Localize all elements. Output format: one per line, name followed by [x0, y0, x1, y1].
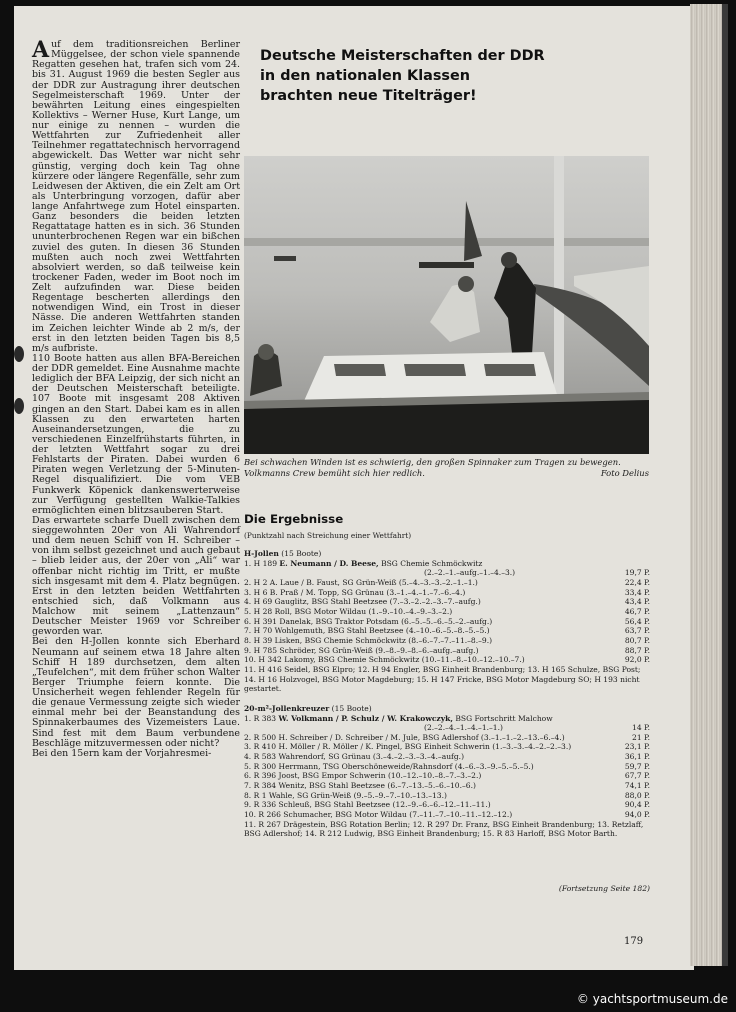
result-row: [244, 742, 650, 752]
rank: 5.: [244, 761, 252, 771]
result-row: [244, 646, 650, 656]
result-text: R 583 Wahrendorf, SG Grünau (3.–4.–2.–3.–3.–4.–aufg.): [253, 752, 465, 762]
points: 59,7 P.: [624, 761, 650, 771]
result-row-winner: [244, 714, 650, 733]
copyright-watermark: © yachtsportmuseum.de: [576, 992, 728, 1006]
result-text: H 785 Schröder, SG Grün-Weiß (9.–8.–9.–8.–6.–aufg.–aufg.): [253, 645, 479, 655]
result-row: [244, 762, 650, 772]
points: 14 P.: [632, 723, 650, 733]
rank: 10.: [244, 655, 257, 665]
result-text: H 70 Wohlgemuth, BSG Stahl Beetzsee (4.–10.–6.–5.–8.–5.–5.): [253, 626, 490, 636]
result-text: H 39 Lisken, BSG Chemie Schmöckwitz (8.–6.–7.–7.–11.–8.–9.): [253, 635, 493, 645]
rank: 9.: [244, 800, 252, 810]
sailboat-photo-illustration: [244, 156, 649, 454]
result-text: H 342 Lakomy, BSG Chemie Schmöckwitz (10.–11.–8.–10.–12.–10.–7.): [258, 655, 525, 665]
result-text: R 300 Herrmann, TSG Oberschöneweide/Rahnsdorf (4.–6.–3.–9.–5.–5.–5.): [253, 761, 534, 771]
result-text: H 69 Gauglitz, BSG Stahl Beetzsee (7.–3.–2.–2.–3.–7.–aufg.): [253, 597, 481, 607]
page-number: 179: [624, 936, 644, 947]
crew-names: E. Neumann / D. Beese,: [279, 558, 379, 568]
caption-text: Bei schwachen Winden ist es schwierig, den großen Spinnaker zum Tragen zu bewegen. Volkmanns Crew bemüht sich hier redlich.: [244, 457, 621, 478]
result-row: [244, 597, 650, 607]
sail-number: R 383: [253, 713, 277, 723]
rank: 1.: [244, 558, 252, 568]
points: 80,7 P.: [624, 635, 650, 645]
rank: 2.: [244, 732, 252, 742]
rank: 1.: [244, 713, 252, 723]
rank: 7.: [244, 626, 252, 636]
results-subtitle: (Punktzahl nach Streichung einer Wettfahrt): [244, 531, 412, 540]
drop-cap: A: [32, 37, 50, 63]
class-heading: [244, 704, 650, 714]
article-body: [32, 37, 240, 759]
result-row: [244, 626, 650, 636]
article-paragraph: Bei den H-Jollen konnte sich Eberhard Neumann auf seinem etwa 18 Jahre alten Schiff H 189 durchsetzen, dem alten „Teufelchen“, mit dem früher schon Walter Berger Triumphe feiern konnte. Die Unsicherheit wegen fehlender Regeln für die genaue Vermessung zeigte sich wieder einmal mehr bei der Beanstandung des Spinnakerbaumes des Vizemeisters Laue. Sind fest mit dem Baum verbundene Beschläge mitzuvermessen oder nicht?: [32, 636, 240, 749]
race-places: (2.–2.–1.–aufg.–1.–4.–3.): [424, 568, 516, 578]
result-remaining: 11. R 267 Drägestein, BSG Rotation Berlin; 12. R 297 Dr. Franz, BSG Einheit Brandenburg; 13. Retzlaff, BSG Adlershof; 14. R 212 Ludwig, BSG Einheit Brandenburg; 15. R 83 Harloff, BSG Motor Barth.: [244, 819, 644, 839]
rank: 8.: [244, 790, 252, 800]
photo-caption: [244, 457, 649, 478]
results-title: Die Ergebnisse: [244, 512, 344, 526]
result-row: [244, 781, 650, 791]
headline-line: in den nationalen Klassen: [260, 68, 470, 84]
result-row: [244, 733, 650, 743]
points: 43,4 P.: [624, 597, 650, 607]
book-page-edges: [690, 4, 722, 966]
result-text: H 28 Roll, BSG Motor Wildau (1.–9.–10.–4.–9.–3.–2.): [253, 606, 453, 616]
result-row: [244, 655, 650, 665]
article-paragraph: [32, 37, 240, 354]
class-name: 20-m²-Jollenkreuzer: [244, 703, 330, 713]
result-row-winner: [244, 559, 650, 578]
results-list: [244, 549, 650, 839]
rank: 3.: [244, 742, 252, 752]
points: 94,0 P.: [624, 810, 650, 820]
points: 46,7 P.: [624, 606, 650, 616]
result-text: R 384 Wenitz, BSG Stahl Beetzsee (6.–7.–13.–5.–6.–10.–6.): [253, 781, 476, 791]
headline-line: brachten neue Titelträger!: [260, 88, 477, 104]
result-row: [244, 791, 650, 801]
rank: 4.: [244, 752, 252, 762]
rank: 5.: [244, 606, 252, 616]
result-row: [244, 588, 650, 598]
article-paragraph: Das erwartete scharfe Duell zwischen dem sieggewohnten 20er von Ali Wahrendorf und dem neuen Schiff von H. Schreiber – von ihm selbst gezeichnet und auch gebaut – blieb leider aus, der 20er von „Ali“ war offenbar nicht richtig im Tritt, er mußte sich insgesamt mit dem 4. Platz begnügen. Erst in den letzten beiden Wettfahrten entschied sich, daß Volkmann aus Malchow mit seinem „Lattenzaun“ Deutscher Meister 1969 vor Schreiber geworden war.: [32, 514, 240, 638]
result-remaining: 11. H 416 Seidel, BSG Elpro; 12. H 94 Engler, BSG Einheit Brandenburg; 13. H 165 Schulze, BSG Post; 14. H 16 Holzvogel, BSG Motor Magdeburg; 15. H 147 Fricke, BSG Motor Magdeburg SO; H 193 nicht gestartet.: [244, 664, 641, 694]
result-row: [244, 617, 650, 627]
rank: 4.: [244, 597, 252, 607]
photo-credit: Foto Delius: [600, 467, 649, 478]
points: 33,4 P.: [624, 587, 650, 597]
class-boat-count: (15 Boote): [281, 549, 322, 558]
article-paragraph: 110 Boote hatten aus allen BFA-Bereichen der DDR gemeldet. Eine Ausnahme machte lediglich der BFA Leipzig, der sich nicht an der Deutschen Meisterschaft beteiligte. 107 Boote mit insgesamt 208 Aktiven gingen an den Start. Dabei kam es in allen Klassen zu den erwarteten harten Auseinandersetzungen, die zu verschiedenen Einzelfrühstarts führten, in der letzten Wettfahrt sogar zu drei Fehlstarts der Piraten. Dabei wurden 6 Piraten wegen Verletzung der 5-Minuten-Regel disqualifiziert. Die vom VEB Funkwerk Köpenick dankenswerterweise zur Verfügung gestellten Walkie-Talkies ermöglichten einen blitzsauberen Start.: [32, 352, 240, 516]
paragraph-text: uf dem traditionsreichen Berliner Müggelsee, der schon viele spannende Regatten gesehen hat, trafen sich vom 24. bis 31. August 1969 die besten Segler aus der DDR zur Austragung ihrer deutschen Segelmeisterschaft 1969. Unter der bewährten Leitung eines eingespielten Kollektivs – Werner Huse, Kurt Lange, um nur einige zu nennen – wurden die Wettfahrten zur Zufriedenheit aller Teilnehmer regattatechnisch hervorragend abgewickelt. Das Wetter war nicht sehr günstig, verging doch kein Tag ohne kürzere oder längere Regenfälle, sehr zum Leidwesen der Aktiven, die ein Zelt am Ort als Unterbringung vorzogen, dafür aber lange Anfahrtwege zum Hotel einsparten. Ganz besonders die beiden letzten Regattatage hatten es in sich. 36 Stunden ununterbrochenen Regen war ein bißchen zuviel des guten. In diesen 36 Stunden mußten auch noch zwei Wettfahrten absolviert werden, so daß teilweise kein trockener Faden, weder im Boot noch im Zelt aufzufinden war. Diese beiden Regentage bescherten allerdings den notwendigen Wind, ein Trost in dieser Nässe. Die anderen Wettfahrten standen im Zeichen leichter Winde ab 2 m/s, der erst in den letzten beiden Tagen bis 8,5 m/s aufbriste.: [32, 39, 240, 354]
class-heading: [244, 549, 650, 559]
result-text: R 1 Wahle, SG Grün-Weiß (9.–5.–9.–7.–10.–13.–13.): [253, 790, 447, 800]
regatta-photo: [244, 156, 649, 454]
magazine-page: [14, 6, 694, 970]
rank: 9.: [244, 645, 252, 655]
club: BSG Chemie Schmöckwitz: [381, 558, 483, 568]
points: 88,7 P.: [624, 645, 650, 655]
points: 23,1 P.: [624, 742, 650, 752]
result-text: R 396 Joost, BSG Empor Schwerin (10.–12.–10.–8.–7.–3.–2.): [253, 771, 482, 781]
result-text: R 410 H. Möller / R. Möller / K. Pingel, BSG Einheit Schwerin (1.–3.–3.–4.–2.–2.–3.): [253, 742, 572, 752]
rank: 2.: [244, 577, 252, 587]
points: 90,4 P.: [624, 800, 650, 810]
race-places: (2.–2.–4.–1.–4.–1.–1.): [424, 723, 503, 733]
points: 36,1 P.: [624, 752, 650, 762]
result-row: [244, 810, 650, 820]
sail-number: H 189: [253, 558, 277, 568]
book-edge-shadow: [722, 4, 728, 966]
rank: 8.: [244, 635, 252, 645]
result-text: H 2 A. Laue / B. Faust, SG Grün-Weiß (5.–4.–3.–3.–2.–1.–1.): [253, 577, 478, 587]
result-row: [244, 578, 650, 588]
class-boat-count: (15 Boote): [331, 703, 372, 713]
rank: 3.: [244, 587, 252, 597]
result-row: [244, 752, 650, 762]
result-text: H 391 Danelak, BSG Traktor Potsdam (6.–5.–5.–6.–5.–2.–aufg.): [253, 616, 493, 626]
continuation-note: (Fortsetzung Seite 182): [558, 884, 650, 893]
rank: 6.: [244, 771, 252, 781]
binding-hole: [14, 346, 24, 362]
points: 92,0 P.: [624, 655, 650, 665]
rank: 6.: [244, 616, 252, 626]
binding-hole: [14, 398, 24, 414]
result-text: R 336 Schleuß, BSG Stahl Beetzsee (12.–9.–6.–6.–12.–11.–11.): [253, 800, 491, 810]
result-row: [244, 800, 650, 810]
points: 88,0 P.: [624, 790, 650, 800]
points: 19,7 P.: [624, 568, 650, 578]
points: 56,4 P.: [624, 616, 650, 626]
result-text: R 500 H. Schreiber / D. Schreiber / M. Jule, BSG Adlershof (3.–1.–1.–2.–13.–6.–4.): [253, 732, 565, 742]
points: 22,4 P.: [624, 577, 650, 587]
article-paragraph: Bei den 15ern kam der Vorjahresmei-: [32, 747, 212, 759]
points: 74,1 P.: [624, 781, 650, 791]
headline: [260, 46, 560, 106]
result-text: R 266 Schumacher, BSG Motor Wildau (7.–11.–7.–10.–11.–12.–12.): [258, 810, 513, 820]
class-name: H-Jollen: [244, 549, 279, 558]
result-row: [244, 771, 650, 781]
result-row: [244, 636, 650, 646]
crew-names: W. Volkmann / P. Schulz / W. Krakowczyk,: [278, 713, 453, 723]
headline-line: Deutsche Meisterschaften der DDR: [260, 48, 545, 64]
result-text: H 6 B. Praß / M. Topp, SG Grünau (3.–1.–4.–1.–7.–6.–4.): [253, 587, 466, 597]
points: 63,7 P.: [624, 626, 650, 636]
rank: 10.: [244, 810, 257, 820]
points: 21 P.: [632, 732, 650, 742]
result-row: [244, 607, 650, 617]
rank: 7.: [244, 781, 252, 791]
points: 67,7 P.: [624, 771, 650, 781]
club: BSG Fortschritt Malchow: [455, 713, 553, 723]
